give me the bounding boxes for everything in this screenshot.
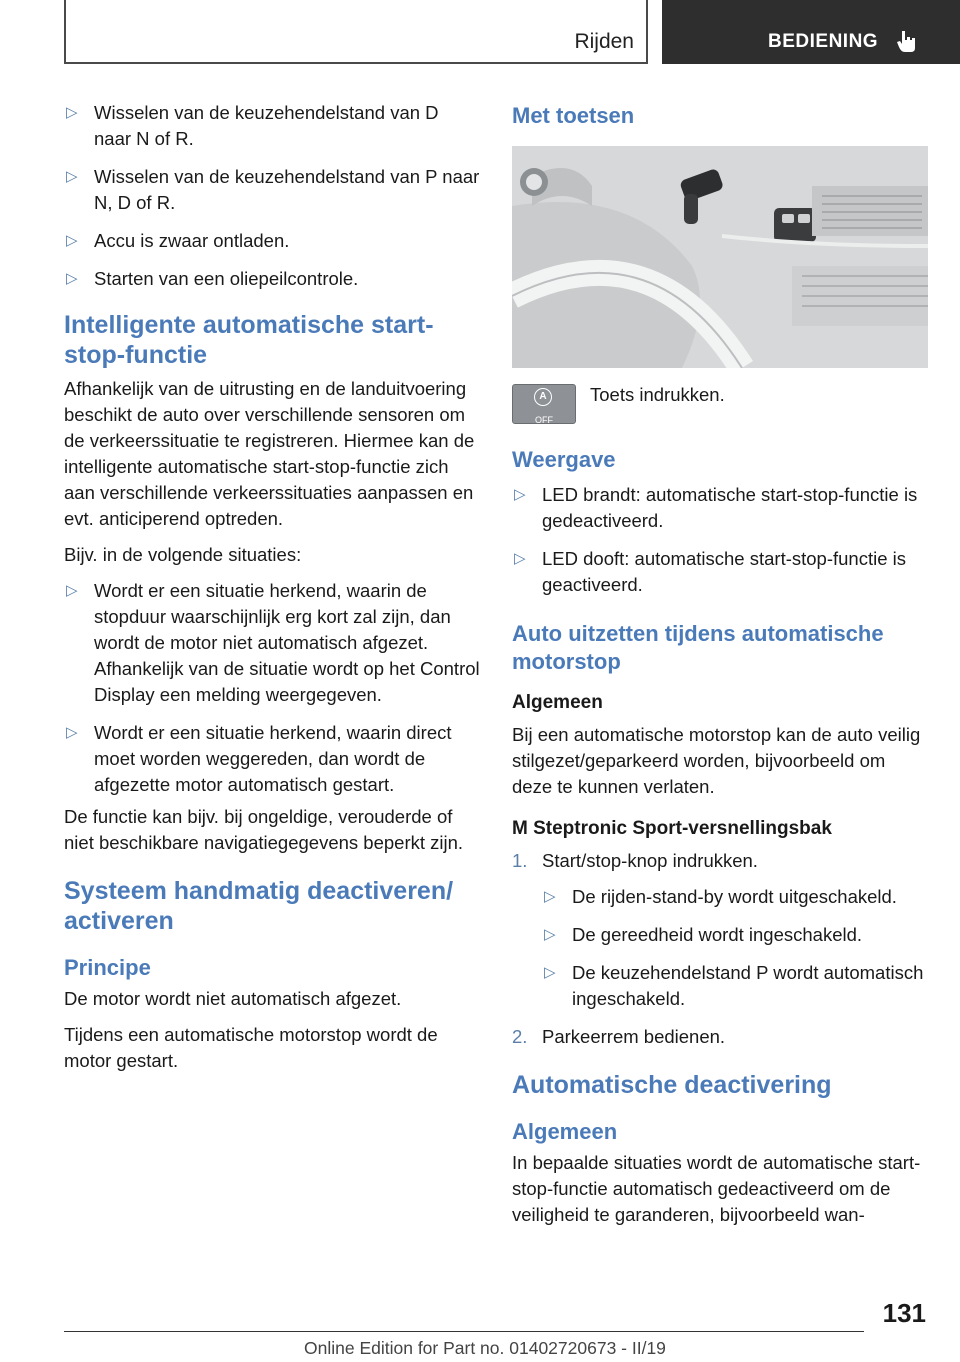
list-item: ▷ Accu is zwaar ontladen. (64, 228, 480, 254)
paragraph: In bepaalde situaties wordt de automatische start-stop-functie automatisch gedeactiveerd om de veiligheid te garanderen, bijvoorbeeld wan- (512, 1152, 921, 1225)
heading-steptronic: M Steptronic Sport-versnellingsbak (512, 818, 832, 839)
heading-intelligent-start-stop: Intelligente automatische start-stop-functie (64, 311, 434, 369)
list-item: ▷ De rijden-stand-by wordt uitgeschakeld. (542, 884, 930, 910)
triangle-bullet-icon: ▷ (514, 486, 526, 503)
heading-algemeen-2: Algemeen (512, 1119, 618, 1144)
heading-met-toetsen: Met toetsen (512, 103, 635, 128)
list-item: ▷ LED brandt: automatische start-stop-functie is gedeactiveerd. (514, 484, 918, 531)
numbered-item: 1. Start/stop-knop indrukken. (512, 850, 758, 871)
heading-manual-deactivate: Systeem handmatig deactiveren/ activeren (64, 877, 454, 935)
dashboard-image (512, 146, 928, 368)
heading-auto-uitzetten: Auto uitzetten tijdens automatische motorstop (512, 621, 884, 674)
numbered-item: 2. Parkeerrem bedienen. (512, 1026, 726, 1047)
header-chapter-box (662, 0, 960, 64)
list-item: ▷ De gereedheid wordt ingeschakeld. (542, 922, 930, 948)
paragraph: De functie kan bijv. bij ongeldige, verouderde of niet beschikbare navigatiegegevens beperkt zijn. (64, 806, 464, 853)
triangle-bullet-icon: ▷ (66, 270, 78, 287)
footer-edition: Online Edition for Part no. 01402720673 - II/19 (304, 1338, 666, 1358)
triangle-bullet-icon: ▷ (544, 964, 556, 981)
list-item: ▷ Wisselen van de keuzehendelstand van P naar N, D of R. (66, 166, 480, 213)
list-item: ▷ LED dooft: automatische start-stop-functie is geactiveerd. (514, 548, 907, 595)
triangle-bullet-icon: ▷ (66, 104, 78, 121)
footer-divider (64, 1331, 864, 1332)
list-item: ▷ Wordt er een situatie herkend, waarin de stopduur waarschijnlijk erg kort zal zijn, dan wordt de motor niet automatisch afgezet. Afhankelijk van de situatie wordt op het Control Display een melding weergegeven. (66, 580, 480, 705)
paragraph: Afhankelijk van de uitrusting en de landuitvoering beschikt de auto over verschillende sensoren om de verkeerssituatie te registreren. Hiermee kan de intelligente automatische start-stop-functie zich aan verschillende verkeerssituaties aanpassen en evt. anticiperend optreden. (64, 378, 475, 529)
heading-principe: Principe (64, 955, 151, 980)
list-item: ▷ Wordt er een situatie herkend, waarin direct moet worden weggereden, dan wordt de afgezette motor automatisch gestart. (66, 722, 452, 795)
page-number: 131 (882, 1298, 926, 1328)
triangle-bullet-icon: ▷ (66, 232, 78, 249)
list-item: ▷ Wisselen van de keuzehendelstand van D naar N of R. (66, 102, 439, 149)
key-instruction-text: Toets indrukken. (590, 384, 725, 405)
triangle-bullet-icon: ▷ (544, 926, 556, 943)
list-item: ▷ De keuzehendelstand P wordt automatisch ingeschakeld. (544, 962, 924, 1009)
header-chapter-title: BEDIENING (768, 31, 879, 52)
triangle-bullet-icon: ▷ (66, 724, 78, 741)
auto-start-stop-off-icon: A OFF (512, 384, 576, 424)
hand-pointer-icon (894, 28, 920, 54)
paragraph: Bij een automatische motorstop kan de auto veilig stilgezet/geparkeerd worden, bijvoorbeeld om deze te kunnen verlaten. (512, 724, 921, 797)
key-instruction (512, 384, 930, 424)
header-section-box (64, 0, 648, 64)
list-item: ▷ Starten van een oliepeilcontrole. (64, 266, 480, 292)
heading-algemeen: Algemeen (512, 692, 603, 713)
dashboard-photo (512, 146, 928, 368)
paragraph: Bijv. in de volgende situaties: (64, 544, 302, 565)
header-section-title: Rijden (574, 30, 634, 53)
paragraph: De motor wordt niet automatisch afgezet. (64, 988, 402, 1009)
triangle-bullet-icon: ▷ (66, 582, 78, 599)
triangle-bullet-icon: ▷ (514, 550, 526, 567)
heading-automatische-deactivering: Automatische deactivering (512, 1071, 832, 1099)
triangle-bullet-icon: ▷ (544, 888, 556, 905)
triangle-bullet-icon: ▷ (66, 168, 78, 185)
left-column (64, 100, 480, 1084)
paragraph: Tijdens een automatische motorstop wordt de motor gestart. (64, 1024, 438, 1071)
heading-weergave: Weergave (512, 447, 616, 472)
right-column (512, 102, 930, 1238)
